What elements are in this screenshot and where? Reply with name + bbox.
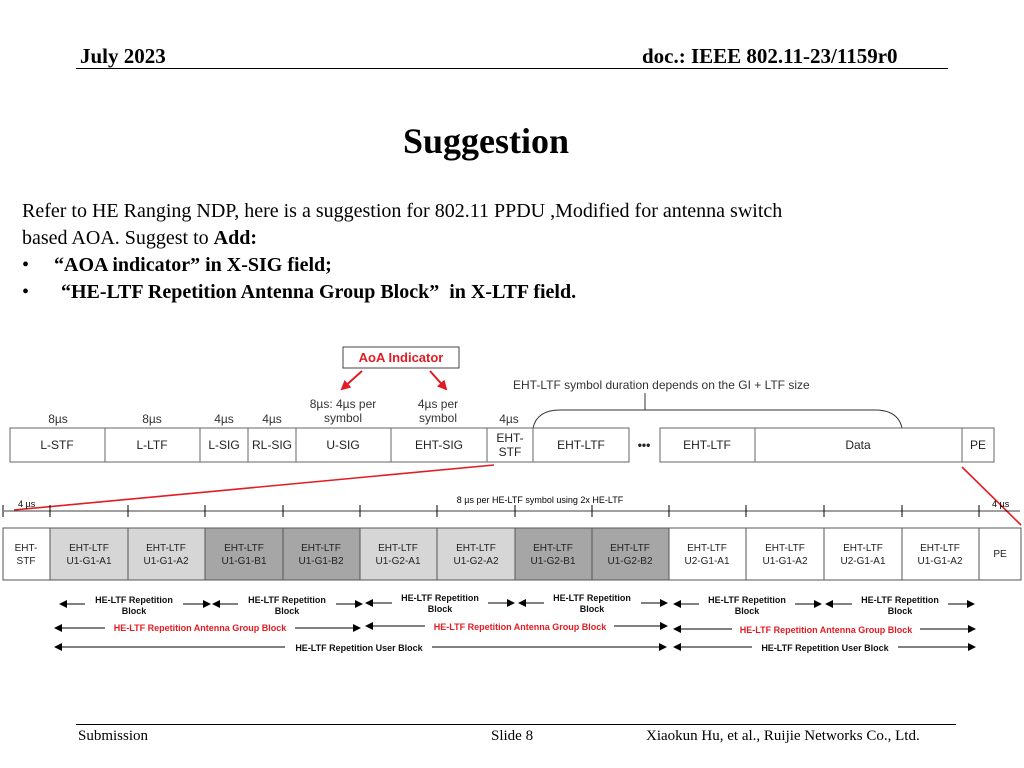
ltf-cell-3-l2: U1-G1-B1 [221,556,267,567]
rep-block-2-l1: HE-LTF Repetition [248,595,326,605]
ppdu-label-lstf: L-STF [40,438,74,452]
aoa-arrow-ehtsig [430,371,446,389]
ltf-cell-6 [437,528,515,580]
rep-block-3-l2: Block [427,604,453,614]
ppdu-label-usig: U-SIG [326,438,360,452]
ltf-cell-5 [360,528,437,580]
ltf-cell-10-l2: U1-G1-A2 [762,556,808,567]
duration-brace [533,410,902,428]
bullet-text-1: “AOA indicator” in X-SIG field; [54,254,332,276]
body-line-2-bold: Add: [213,227,258,249]
user-block-1: HE-LTF Repetition User Block [295,643,423,653]
ltf-cell-5-l2: U1-G2-A1 [375,556,421,567]
usig-note-2: symbol [323,411,363,425]
ltf-cell-9-l1: EHT-LTF [687,543,727,554]
ltf-cell-12-l1: EHT-LTF [920,543,960,554]
ltf-cell-10 [746,528,824,580]
ltf-cell-11-l1: EHT-LTF [843,543,883,554]
bullet-item-1: • “AOA indicator” in X-SIG field; [22,252,982,279]
duration-lltf: 8µs [142,412,162,426]
ltf-cell-12-l2: U1-G1-A2 [917,556,963,567]
ltf-cell-7-l2: U1-G2-B1 [530,556,576,567]
body-line-2-prefix: based AOA. Suggest to [22,227,214,249]
ltf-cell-6-l2: U1-G2-A2 [453,556,499,567]
aoa-arrow-usig [342,371,362,389]
ltf-cell-11 [824,528,902,580]
ltf-cell-2 [128,528,205,580]
ltf-duration-note: EHT-LTF symbol duration depends on the GI + LTF size [513,378,810,392]
ltf-cell-3 [205,528,283,580]
antenna-group-block-2: HE-LTF Repetition Antenna Group Block [433,622,607,632]
antenna-group-block-1: HE-LTF Repetition Antenna Group Block [113,623,287,633]
body-line-1: Refer to HE Ranging NDP, here is a suggestion for 802.11 PPDU ,Modified for antenna switch [22,200,783,222]
ehtsig-note-1: 4µs per [417,397,459,411]
ltf-cell-row [3,528,1021,580]
footer-rule [76,724,956,725]
ltf-cell-1 [50,528,128,580]
footer-submission: Submission [78,728,149,744]
ltf-right-duration: 4 µs [992,499,1010,509]
rep-block-5-l1: HE-LTF Repetition [708,595,786,605]
ltf-cell-3-l1: EHT-LTF [224,543,264,554]
ltf-timeline [3,505,1020,517]
rep-block-6-l1: HE-LTF Repetition [861,595,939,605]
ltf-cell-4 [283,528,360,580]
ppdu-label-data: Data [845,438,871,452]
usig-note-1: 8µs: 4µs per [309,397,377,411]
ppdu-label-ehtsig: EHT-SIG [414,438,464,452]
rep-block-4-l1: HE-LTF Repetition [553,593,631,603]
ltf-cell-12 [902,528,979,580]
zoom-line-left [14,465,494,510]
rep-block-1-l2: Block [121,606,147,616]
slide-title: Suggestion [402,121,570,161]
user-block-2: HE-LTF Repetition User Block [761,643,889,653]
rep-block-3-l1: HE-LTF Repetition [401,593,479,603]
ppdu-label-ehtstf-1: EHT- [496,431,524,445]
duration-lstf: 8µs [48,412,68,426]
ppdu-label-lltf: L-LTF [136,438,168,452]
ltf-cell-2-l2: U1-G1-A2 [143,556,189,567]
ppdu-label-pe: PE [969,438,987,452]
rep-block-4-l2: Block [579,604,605,614]
rep-block-6-l2: Block [887,606,913,616]
ltf-cell-ehtstf-l1: EHT- [14,543,38,554]
footer-authors: Xiaokun Hu, et al., Ruijie Networks Co., Ltd. [646,728,920,744]
ppdu-label-ehtltf-first: EHT-LTF [557,438,605,452]
ltf-cell-8 [592,528,669,580]
rep-block-2-l2: Block [274,606,300,616]
bullet-item-2: • “HE-LTF Repetition Antenna Group Block” in X-LTF field. [22,279,982,306]
ltf-left-duration: 4 µs [18,499,36,509]
ltf-cell-5-l1: EHT-LTF [378,543,418,554]
rep-block-arrows [60,603,974,604]
ppdu-label-ehtltf-last: EHT-LTF [683,438,731,452]
duration-lsig: 4µs [214,412,234,426]
ltf-cell-ehtstf-l2: STF [16,556,36,567]
ppdu-label-ehtstf-2: STF [498,445,522,459]
header-date: July 2023 [80,44,166,68]
ltf-cell-2-l1: EHT-LTF [146,543,186,554]
ltf-cell-4-l2: U1-G1-B2 [298,556,344,567]
ppdu-label-rlsig: RL-SIG [251,438,293,452]
footer-slide-number: Slide 8 [491,728,534,744]
ltf-cell-9-l2: U2-G1-A1 [684,556,730,567]
ppdu-label-ellipsis: ••• [637,438,651,452]
ltf-center-duration: 8 µs per HE-LTF symbol using 2x HE-LTF [456,495,624,505]
bullet-text-2: “HE-LTF Repetition Antenna Group Block” in X-LTF field. [56,281,577,303]
duration-rlsig: 4µs [262,412,282,426]
ltf-cell-8-l2: U1-G2-B2 [607,556,653,567]
aoa-indicator-label: AoA Indicator [358,350,444,365]
ppdu-label-lsig: L-SIG [208,438,240,452]
zoom-line-right [962,467,1021,525]
ltf-cell-7-l1: EHT-LTF [533,543,573,554]
ltf-cell-10-l1: EHT-LTF [765,543,805,554]
ltf-cell-1-l2: U1-G1-A1 [66,556,112,567]
ltf-cell-6-l1: EHT-LTF [456,543,496,554]
header-doc-id: doc.: IEEE 802.11-23/1159r0 [642,44,898,68]
ehtsig-note-2: symbol [418,411,458,425]
antenna-group-block-3: HE-LTF Repetition Antenna Group Block [739,625,913,635]
ltf-cell-1-l1: EHT-LTF [69,543,109,554]
ltf-cell-4-l1: EHT-LTF [301,543,341,554]
ltf-cell-pe-label: PE [993,549,1007,560]
ltf-cell-9 [669,528,746,580]
duration-ehtstf: 4µs [499,412,519,426]
rep-block-1-l1: HE-LTF Repetition [95,595,173,605]
ltf-cell-7 [515,528,592,580]
ltf-cell-ehtstf [3,528,50,580]
rep-block-5-l2: Block [734,606,760,616]
ltf-cell-11-l2: U2-G1-A1 [840,556,886,567]
ltf-cell-8-l1: EHT-LTF [610,543,650,554]
